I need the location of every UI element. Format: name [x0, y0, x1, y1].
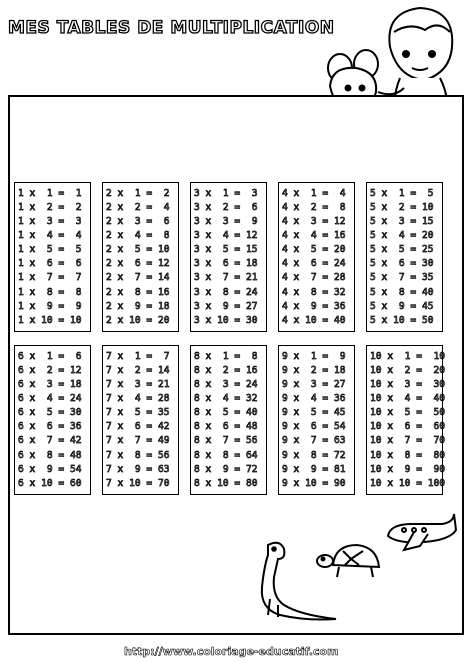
table-row: 3 x 4 = 12 [194, 230, 258, 242]
table-row: 3 x 1 = 3 [194, 188, 258, 199]
table-row: 6 x 1 = 6 [18, 351, 82, 362]
table-row: 10 x 1 = 10 [370, 351, 446, 362]
table-row: 10 x 3 = 30 [370, 379, 446, 391]
table-row: 3 x 6 = 18 [194, 258, 258, 270]
table-row: 2 x 8 = 16 [106, 286, 170, 298]
table-row: 3 x 3 = 9 [194, 216, 258, 228]
table-row: 5 x 1 = 5 [370, 188, 434, 199]
table-row: 7 x 8 = 56 [106, 449, 170, 461]
table-row: 8 x 3 = 24 [194, 379, 258, 391]
table-row: 8 x 10 = 80 [194, 477, 258, 489]
table-row: 8 x 9 = 72 [194, 463, 258, 475]
table-row: 8 x 7 = 56 [194, 435, 258, 447]
table-row: 6 x 9 = 54 [18, 463, 82, 475]
table-row: 7 x 10 = 70 [106, 477, 170, 489]
table-card-8 [190, 345, 267, 495]
table-row: 6 x 8 = 48 [18, 449, 82, 461]
table-row: 6 x 5 = 30 [18, 407, 82, 419]
table-row: 3 x 5 = 15 [194, 244, 258, 256]
table-row: 5 x 8 = 40 [370, 286, 434, 298]
table-row: 4 x 4 = 16 [282, 230, 346, 242]
table-card-4 [278, 182, 355, 332]
table-row: 2 x 5 = 10 [106, 244, 170, 256]
table-row: 1 x 10 = 10 [18, 314, 82, 326]
table-row: 9 x 2 = 18 [282, 365, 346, 377]
tables-grid [14, 182, 446, 495]
table-row: 8 x 4 = 32 [194, 393, 258, 405]
table-row: 9 x 6 = 54 [282, 421, 346, 433]
table-row: 10 x 2 = 20 [370, 365, 446, 377]
table-row: 10 x 5 = 50 [370, 407, 446, 419]
table-row: 2 x 2 = 4 [106, 202, 170, 214]
table-row: 1 x 5 = 5 [18, 244, 82, 256]
table-card-2 [102, 182, 179, 332]
table-row: 6 x 10 = 60 [18, 477, 82, 489]
table-row: 9 x 10 = 90 [282, 477, 346, 489]
table-row: 6 x 6 = 36 [18, 421, 82, 433]
table-row: 7 x 2 = 14 [106, 365, 170, 377]
table-row: 3 x 10 = 30 [194, 314, 258, 326]
table-row: 1 x 8 = 8 [18, 286, 82, 298]
table-row: 9 x 9 = 81 [282, 463, 346, 475]
table-row: 4 x 7 = 28 [282, 272, 346, 284]
table-row: 1 x 1 = 1 [18, 188, 82, 199]
table-row: 7 x 6 = 42 [106, 421, 170, 433]
table-row: 7 x 1 = 7 [106, 351, 170, 362]
table-row: 5 x 7 = 35 [370, 272, 434, 284]
page-title: MES TABLES DE MULTIPLICATION [8, 18, 335, 38]
table-row: 8 x 2 = 16 [194, 365, 258, 377]
table-row: 8 x 8 = 64 [194, 449, 258, 461]
table-card-10 [366, 345, 446, 495]
table-row: 4 x 10 = 40 [282, 314, 346, 326]
table-row: 4 x 9 = 36 [282, 300, 346, 312]
table-row: 5 x 10 = 50 [370, 314, 434, 326]
table-row: 6 x 4 = 24 [18, 393, 82, 405]
table-row: 8 x 5 = 40 [194, 407, 258, 419]
table-row: 4 x 6 = 24 [282, 258, 346, 270]
table-row: 6 x 3 = 18 [18, 379, 82, 391]
table-row: 10 x 4 = 40 [370, 393, 446, 405]
footer-url: http://www.coloriage-educatif.com [124, 645, 339, 658]
table-row: 5 x 4 = 20 [370, 230, 434, 242]
table-row: 10 x 10 = 100 [370, 477, 446, 489]
table-row: 9 x 4 = 36 [282, 393, 346, 405]
table-row: 3 x 7 = 21 [194, 272, 258, 284]
table-row: 10 x 6 = 60 [370, 421, 446, 433]
table-row: 7 x 3 = 21 [106, 379, 170, 391]
table-row: 7 x 9 = 63 [106, 463, 170, 475]
table-row: 4 x 2 = 8 [282, 202, 346, 214]
table-row: 9 x 3 = 27 [282, 379, 346, 391]
table-card-5 [366, 182, 443, 332]
table-card-7 [102, 345, 179, 495]
table-card-1 [14, 182, 91, 332]
table-row: 4 x 3 = 12 [282, 216, 346, 228]
table-row: 7 x 4 = 28 [106, 393, 170, 405]
table-row: 6 x 2 = 12 [18, 365, 82, 377]
table-row: 8 x 1 = 8 [194, 351, 258, 362]
table-row: 1 x 2 = 2 [18, 202, 82, 214]
table-row: 10 x 8 = 80 [370, 449, 446, 461]
table-row: 5 x 5 = 25 [370, 244, 434, 256]
table-row: 4 x 8 = 32 [282, 286, 346, 298]
table-row: 1 x 6 = 6 [18, 258, 82, 270]
table-card-3 [190, 182, 267, 332]
table-row: 3 x 2 = 6 [194, 202, 258, 214]
table-row: 10 x 9 = 90 [370, 463, 446, 475]
table-row: 2 x 9 = 18 [106, 300, 170, 312]
table-row: 9 x 5 = 45 [282, 407, 346, 419]
table-row: 2 x 7 = 14 [106, 272, 170, 284]
table-row: 5 x 2 = 10 [370, 202, 434, 214]
table-row: 5 x 9 = 45 [370, 300, 434, 312]
table-row: 2 x 4 = 8 [106, 230, 170, 242]
table-row: 1 x 3 = 3 [18, 216, 82, 228]
turtle-icon [315, 537, 385, 582]
table-card-6 [14, 345, 91, 495]
table-row: 3 x 9 = 27 [194, 300, 258, 312]
table-row: 2 x 6 = 12 [106, 258, 170, 270]
table-row: 3 x 8 = 24 [194, 286, 258, 298]
table-row: 1 x 9 = 9 [18, 300, 82, 312]
table-row: 9 x 8 = 72 [282, 449, 346, 461]
table-row: 9 x 1 = 9 [282, 351, 346, 362]
table-row: 7 x 5 = 35 [106, 407, 170, 419]
table-row: 6 x 7 = 42 [18, 435, 82, 447]
table-row: 5 x 3 = 15 [370, 216, 434, 228]
table-row: 1 x 7 = 7 [18, 272, 82, 284]
table-row: 4 x 1 = 4 [282, 188, 346, 199]
table-row: 4 x 5 = 20 [282, 244, 346, 256]
airplane-icon [384, 510, 459, 555]
table-row: 8 x 6 = 48 [194, 421, 258, 433]
table-card-9 [278, 345, 355, 495]
table-row: 10 x 7 = 70 [370, 435, 446, 447]
table-row: 7 x 7 = 49 [106, 435, 170, 447]
table-row: 1 x 4 = 4 [18, 230, 82, 242]
table-row: 2 x 1 = 2 [106, 188, 170, 199]
table-row: 5 x 6 = 30 [370, 258, 434, 270]
table-row: 2 x 3 = 6 [106, 216, 170, 228]
table-row: 9 x 7 = 63 [282, 435, 346, 447]
table-row: 2 x 10 = 20 [106, 314, 170, 326]
